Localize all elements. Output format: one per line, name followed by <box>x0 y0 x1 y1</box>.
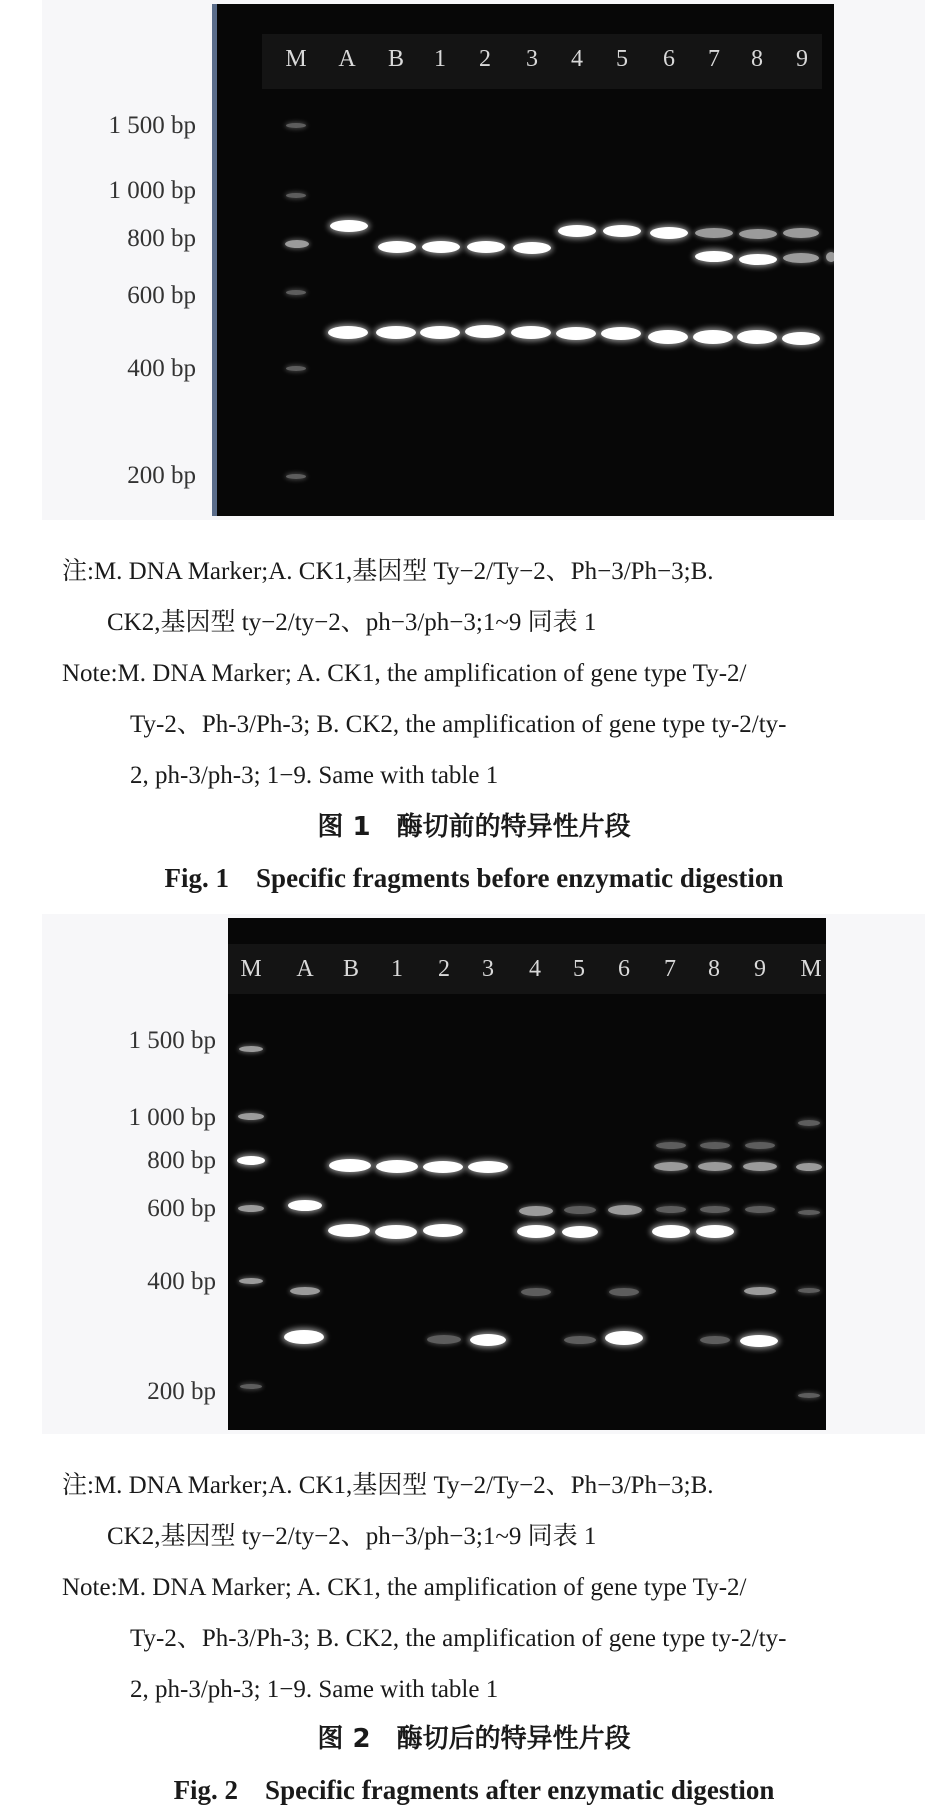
gel-edge <box>212 4 217 516</box>
marker-band <box>238 1205 264 1212</box>
lane-label-a: A <box>296 956 314 982</box>
bp-label-400: 400 bp <box>147 1268 216 1295</box>
dna-band <box>556 327 596 340</box>
dna-band <box>376 1160 418 1173</box>
marker-band <box>286 366 306 371</box>
note-en-line-3: 2, ph-3/ph-3; 1−9. Same with table 1 <box>130 1676 499 1703</box>
lane-label-9: 9 <box>796 46 808 72</box>
dna-band <box>744 1287 776 1295</box>
dna-band <box>700 1336 730 1344</box>
lane-label-a: A <box>338 46 356 72</box>
bp-label-800: 800 bp <box>147 1147 216 1174</box>
marker-band <box>796 1163 822 1171</box>
dna-band <box>700 1206 730 1213</box>
dna-band <box>329 1159 371 1172</box>
lane-label-7: 7 <box>664 956 676 982</box>
dna-band <box>330 220 368 232</box>
lane-label-6: 6 <box>663 46 675 72</box>
lane-label-8: 8 <box>751 46 763 72</box>
bp-label-1500: 1 500 bp <box>108 112 196 139</box>
lane-label-b: B <box>387 46 405 72</box>
note-cn-line-2: CK2,基因型 ty−2/ty−2、ph−3/ph−3;1~9 同表 1 <box>107 1523 597 1550</box>
lane-label-6: 6 <box>618 956 630 982</box>
dna-band <box>328 1224 370 1237</box>
lane-label-5: 5 <box>616 46 628 72</box>
dna-band <box>427 1335 461 1344</box>
lane-label-3: 3 <box>526 46 538 72</box>
dna-band <box>739 229 777 239</box>
note-cn-line-2: CK2,基因型 ty−2/ty−2、ph−3/ph−3;1~9 同表 1 <box>107 609 597 636</box>
lane-label-3: 3 <box>482 956 494 982</box>
dna-band <box>470 1334 506 1346</box>
note-cn-line-1: 注:M. DNA Marker;A. CK1,基因型 Ty−2/Ty−2、Ph−3/Ph−3;B. <box>62 558 714 585</box>
dna-band <box>511 326 551 339</box>
dna-band <box>468 1161 508 1173</box>
marker-band <box>238 1113 264 1120</box>
bp-label-600: 600 bp <box>127 282 196 309</box>
dna-band <box>695 251 733 262</box>
note-en-line-2: Ty-2、Ph-3/Ph-3; B. CK2, the amplification of gene type ty-2/ty- <box>130 711 787 738</box>
marker-band <box>239 1046 263 1052</box>
dna-band <box>513 242 551 254</box>
marker-band <box>285 240 309 248</box>
dna-band <box>696 1225 734 1238</box>
figure-1-note <box>62 546 902 801</box>
lane-label-4: 4 <box>529 956 541 982</box>
note-cn-line-1: 注:M. DNA Marker;A. CK1,基因型 Ty−2/Ty−2、Ph−3/Ph−3;B. <box>62 1472 714 1499</box>
marker-band <box>798 1120 820 1126</box>
gel-image-2 <box>228 918 826 1430</box>
figure-2-caption-en: Fig. 2 Specific fragments after enzymatic digestion <box>173 1775 775 1805</box>
dna-band <box>564 1206 596 1214</box>
dna-band <box>288 1200 322 1211</box>
dna-band <box>517 1225 555 1238</box>
lane-label-m: M <box>240 956 262 982</box>
dna-band <box>656 1206 686 1213</box>
dna-band <box>739 254 777 265</box>
dna-band <box>826 252 834 262</box>
dna-band <box>519 1206 553 1216</box>
dna-band <box>601 327 641 340</box>
marker-band <box>798 1393 820 1398</box>
lane-label-4: 4 <box>571 46 583 72</box>
bp-label-200: 200 bp <box>147 1378 216 1405</box>
dna-band <box>608 1205 642 1215</box>
dna-band <box>652 1225 690 1238</box>
lane-label-1: 1 <box>434 46 446 72</box>
dna-band <box>564 1336 596 1344</box>
bp-label-1500: 1 500 bp <box>128 1027 216 1054</box>
dna-band <box>737 330 777 344</box>
lane-label-2: 2 <box>438 956 450 982</box>
dna-band <box>423 1224 463 1237</box>
lane-label-1: 1 <box>391 956 403 982</box>
dna-band <box>558 225 596 237</box>
lane-label-5: 5 <box>573 956 585 982</box>
dna-band <box>740 1335 778 1347</box>
dna-band <box>562 1226 598 1238</box>
figure-1-caption-cn: 图 1 酶切前的特异性片段 <box>317 812 631 842</box>
dna-band <box>420 326 460 339</box>
lane-header <box>228 944 826 994</box>
bp-label-400: 400 bp <box>127 355 196 382</box>
marker-band <box>237 1156 265 1165</box>
lane-label-9: 9 <box>754 956 766 982</box>
note-en-line-3: 2, ph-3/ph-3; 1−9. Same with table 1 <box>130 762 499 789</box>
lane-label-m: M <box>285 46 307 72</box>
marker-band <box>286 193 306 198</box>
lane-label-b: B <box>342 956 360 982</box>
dna-band <box>521 1288 551 1296</box>
dna-band <box>422 241 460 253</box>
marker-band <box>240 1384 262 1389</box>
figure-2-note <box>62 1460 902 1715</box>
dna-band <box>650 227 688 239</box>
note-en-line-2: Ty-2、Ph-3/Ph-3; B. CK2, the amplification of gene type ty-2/ty- <box>130 1625 787 1652</box>
dna-band <box>743 1162 777 1171</box>
bp-label-1000: 1 000 bp <box>108 177 196 204</box>
dna-band <box>783 228 819 238</box>
figure-2-caption-cn: 图 2 酶切后的特异性片段 <box>317 1724 631 1754</box>
dna-band <box>698 1162 732 1171</box>
dna-band <box>783 253 819 263</box>
bp-label-800: 800 bp <box>127 225 196 252</box>
dna-band <box>423 1161 463 1173</box>
marker-band <box>286 123 306 128</box>
dna-band <box>782 332 820 345</box>
bp-label-600: 600 bp <box>147 1195 216 1222</box>
dna-band <box>467 241 505 253</box>
dna-band <box>609 1288 639 1296</box>
lane-label-m-right: M <box>800 956 822 982</box>
gel-image-1 <box>212 4 834 516</box>
marker-band <box>798 1210 820 1215</box>
note-en-line-1: Note:M. DNA Marker; A. CK1, the amplification of gene type Ty-2/ <box>62 660 747 687</box>
dna-band <box>654 1162 688 1171</box>
marker-band <box>798 1288 820 1293</box>
dna-band <box>290 1287 320 1295</box>
dna-band <box>376 326 416 339</box>
dna-band <box>603 225 641 237</box>
figure-1-caption-en: Fig. 1 Specific fragments before enzymatic digestion <box>164 863 784 893</box>
lane-label-7: 7 <box>708 46 720 72</box>
dna-band <box>284 1330 324 1344</box>
dna-band <box>656 1142 686 1149</box>
bp-label-1000: 1 000 bp <box>128 1104 216 1131</box>
lane-label-2: 2 <box>479 46 491 72</box>
dna-band <box>648 330 688 344</box>
dna-band <box>695 228 733 238</box>
dna-band <box>378 241 416 253</box>
dna-band <box>745 1206 775 1213</box>
bp-label-200: 200 bp <box>127 462 196 489</box>
marker-band <box>286 290 306 295</box>
dna-band <box>328 326 368 339</box>
dna-band <box>745 1142 775 1149</box>
marker-band <box>286 474 306 479</box>
lane-label-8: 8 <box>708 956 720 982</box>
dna-band <box>605 1331 643 1345</box>
dna-band <box>375 1225 417 1239</box>
dna-band <box>693 330 733 344</box>
note-en-line-1: Note:M. DNA Marker; A. CK1, the amplification of gene type Ty-2/ <box>62 1574 747 1601</box>
dna-band <box>700 1142 730 1149</box>
marker-band <box>239 1278 263 1284</box>
dna-band <box>465 325 505 338</box>
